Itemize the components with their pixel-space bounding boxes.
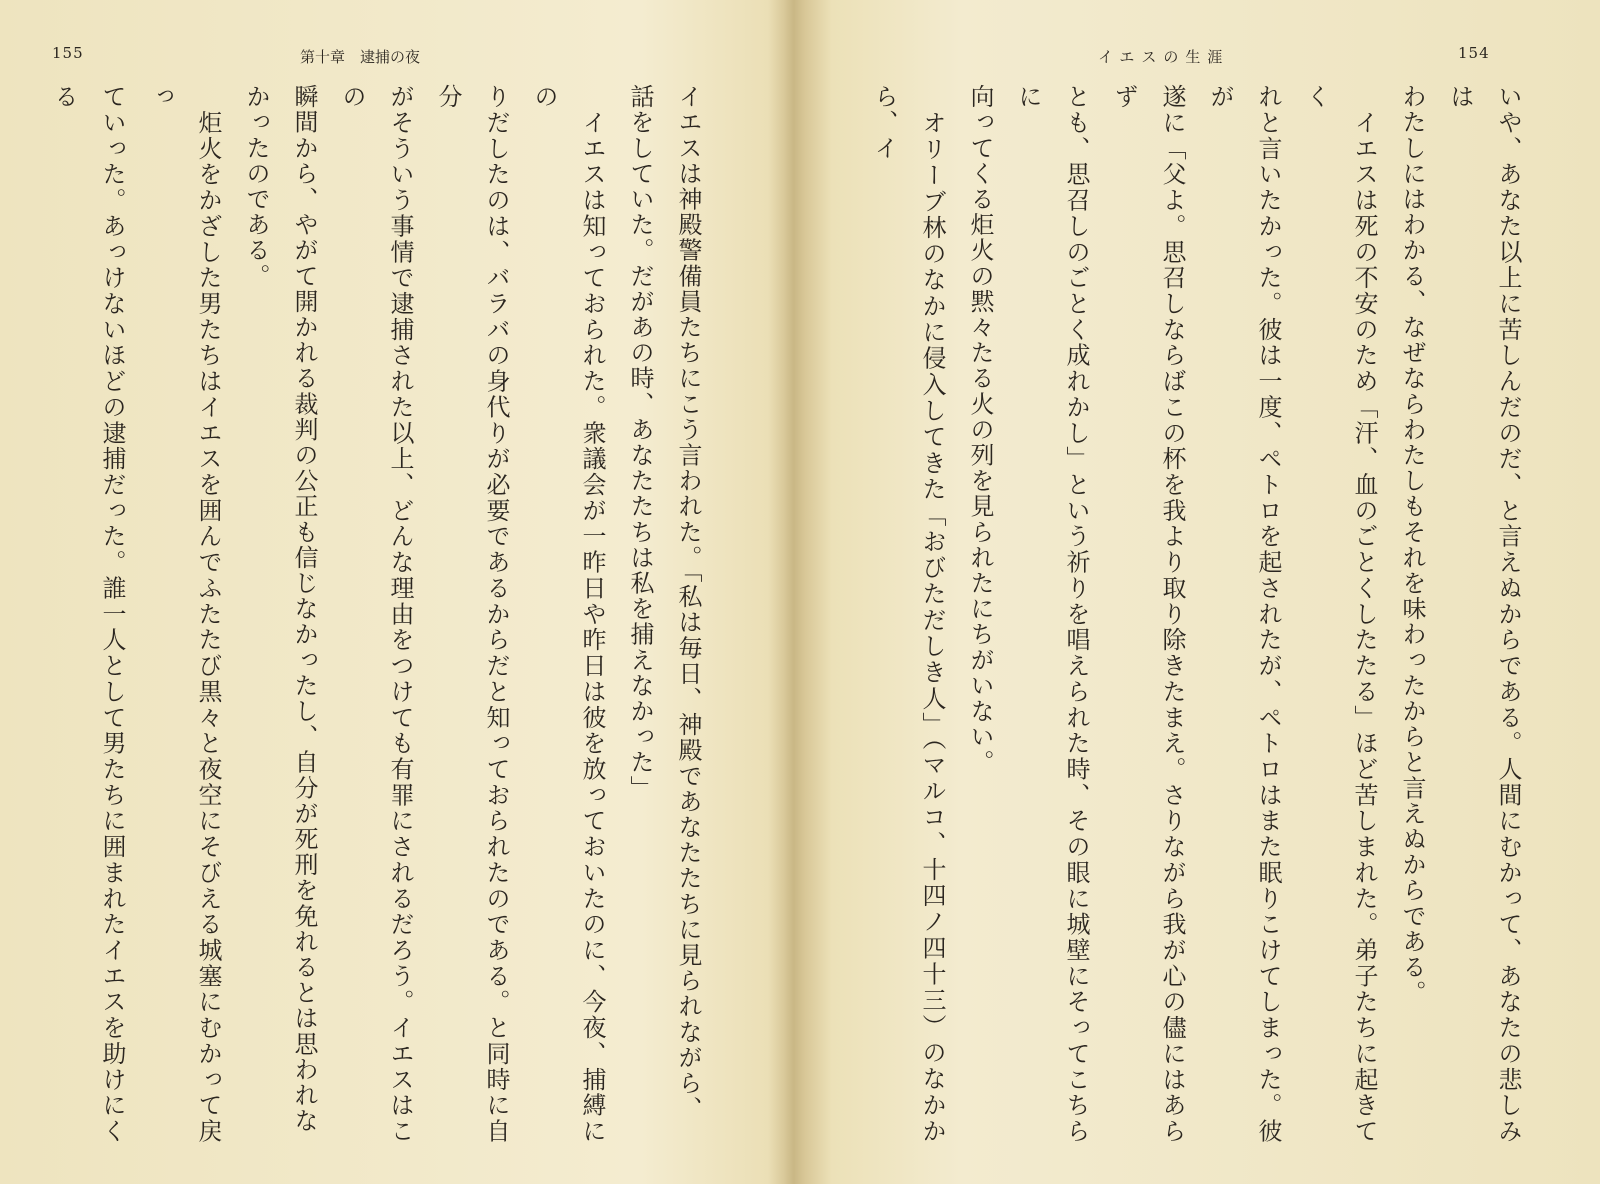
body-text: いや、あなた以上に苦しんだのだ、と言えぬからである。人間にむかって、あなたの悲しみは わたしにはわかる、なぜならわたしもそれを味わったからと言えぬからである。 イエスは死の不安のため「汗、血のごとくしたたる」ほど苦しまれた。弟子たちに起きてく れと言いたかった。彼は一度、ペトロを起されたが、ペトロはまた眠りこけてしまった。彼が 遂に「父よ。思召しならばこの杯を我より取り除きたまえ。さりながら我が心の儘にはあらず とも、思召しのごとく成れかし」という祈りを唱えられた時、その眼に城壁にそってこちらに 向ってくる炬火の黙々たる火の列を見られたにちがいない。 オリーブ林のなかに侵入してきた「おびただしき人」（マルコ、十四ノ四十三）のなかから、イ bbox=[870, 84, 1522, 1144]
running-head: 第十章 逮捕の夜 bbox=[300, 48, 421, 66]
body-text-column bbox=[852, 84, 1532, 1144]
page-number: 154 bbox=[1458, 44, 1490, 62]
right-page bbox=[790, 0, 1572, 1184]
body-text: イエスは神殿警備員たちにこう言われた。「私は毎日、神殿であなたたちに見られながら、 話をしていた。だがあの時、あなたたちは私を捕えなかった」 イエスは知っておられた。衆議会が一昨日や昨日は彼を放っておいたのに、今夜、捕縛にの りだしたのは、バラバの身代りが必要であるからだと知っておられたのである。と同時に自分 がそういう事情で逮捕された以上、どんな理由をつけても有罪にされるだろう。イエスはこの 瞬間から、やがて開かれる裁判の公正も信じなかったし、自分が死刑を免れるとは思われな かったのである。 炬火をかざした男たちはイエスを囲んでふたたび黒々と夜空にそびえる城塞にむかって戻っ ていった。あっけないほどの逮捕だった。誰一人として男たちに囲まれたイエスを助けにくる bbox=[50, 84, 702, 1144]
body-text-column bbox=[48, 84, 712, 1144]
page-number: 155 bbox=[52, 44, 84, 62]
running-head: イエスの生涯 bbox=[1098, 48, 1230, 66]
left-page bbox=[0, 0, 782, 1184]
